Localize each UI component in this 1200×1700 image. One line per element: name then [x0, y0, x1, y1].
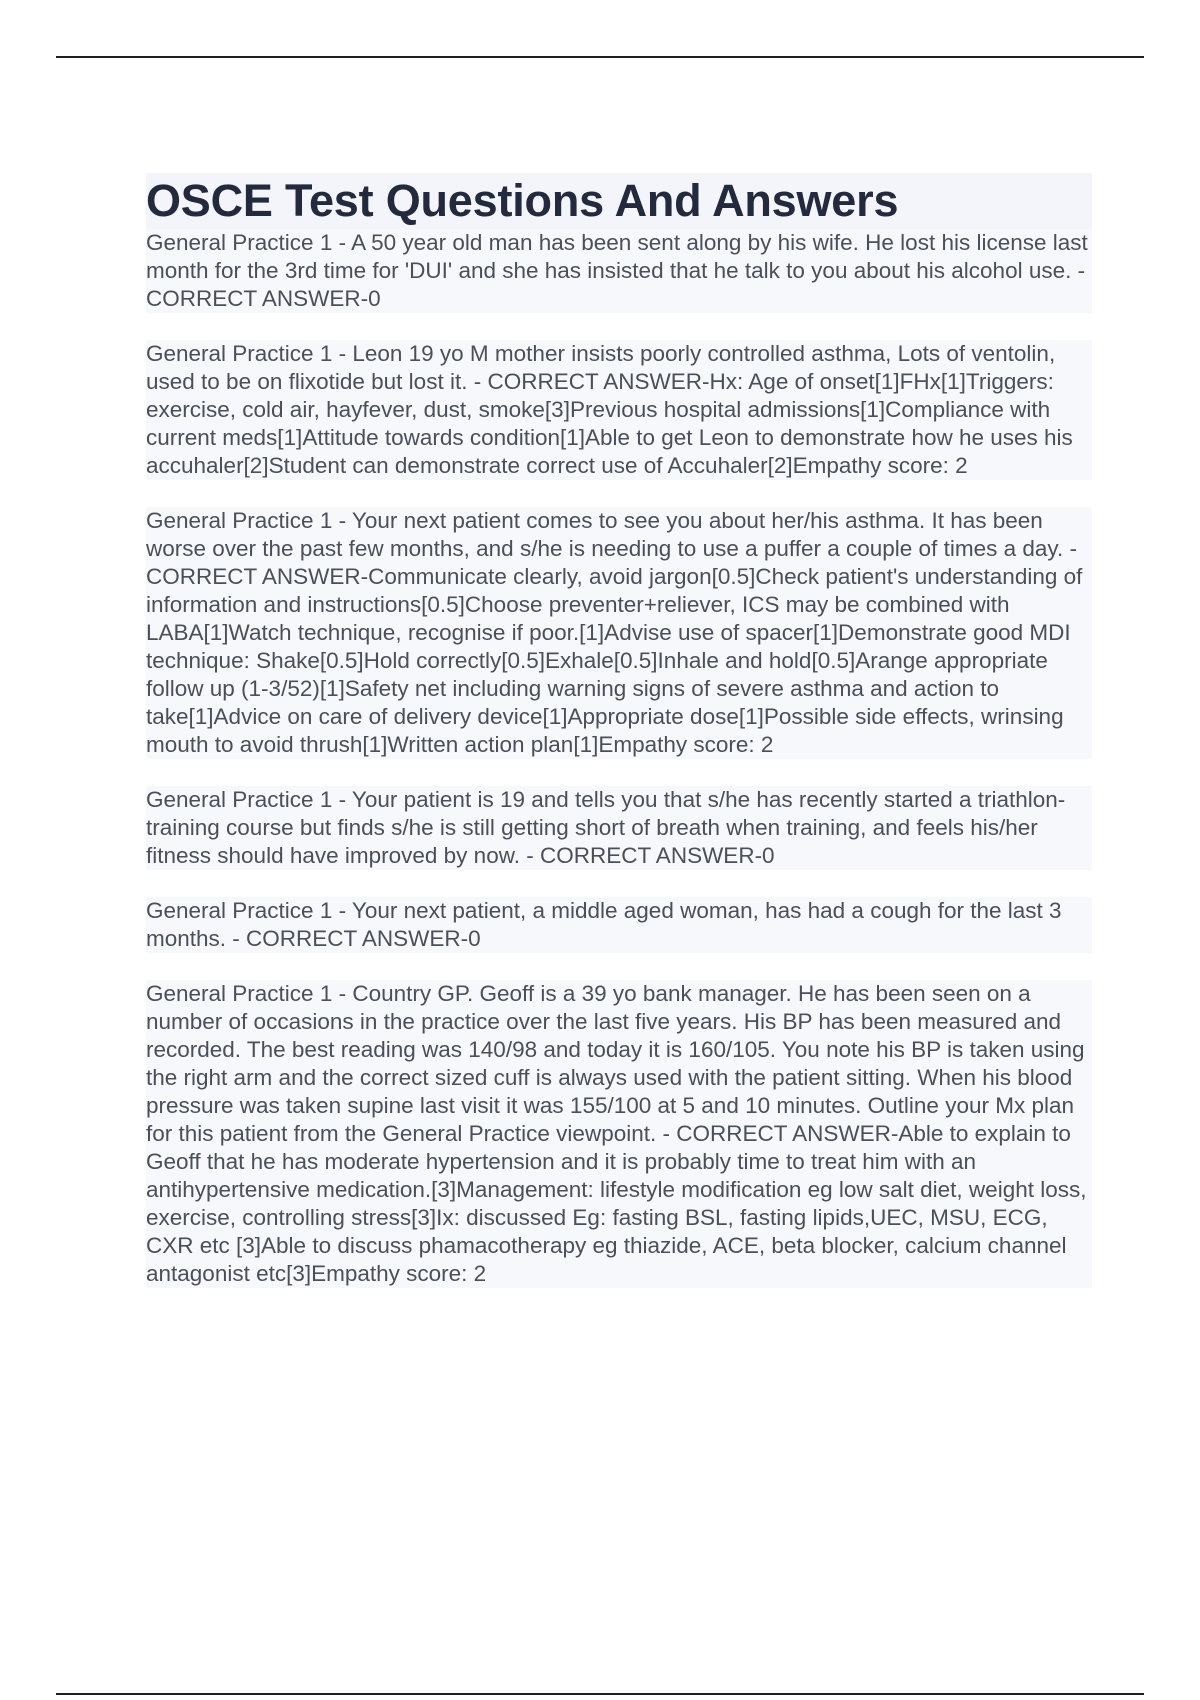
- bottom-rule: [56, 1693, 1144, 1695]
- qa-entry-3: General Practice 1 - Your next patient comes to see you about her/his asthma. It has been worse over the past few months, and s/he is needing to use a puffer a couple of times a day. - CORRECT ANSWER-Communicate clearly, avoid jargon[0.5]Check patient's understanding of information and instructions[0.5]Choose preventer+reliever, ICS may be combined with LABA[1]Watch technique, recognise if poor.[1]Advise use of spacer[1]Demonstrate good MDI technique: Shake[0.5]Hold correctly[0.5]Exhale[0.5]Inhale and hold[0.5]Arange appropriate follow up (1-3/52)[1]Safety net including warning signs of severe asthma and action to take[1]Advice on care of delivery device[1]Appropriate dose[1]Possible side effects, wrinsing mouth to avoid thrush[1]Written action plan[1]Empathy score: 2: [146, 507, 1092, 759]
- top-rule: [56, 56, 1144, 58]
- qa-entry-6: General Practice 1 - Country GP. Geoff is a 39 yo bank manager. He has been seen on a number of occasions in the practice over the last five years. His BP has been measured and recorded. The best reading was 140/98 and today it is 160/105. You note his BP is taken using the right arm and the correct sized cuff is always used with the patient sitting. When his blood pressure was taken supine last visit it was 155/100 at 5 and 10 minutes. Outline your Mx plan for this patient from the General Practice viewpoint. - CORRECT ANSWER-Able to explain to Geoff that he has moderate hypertension and it is probably time to treat him with an antihypertensive medication.[3]Management: lifestyle modification eg low salt diet, weight loss, exercise, controlling stress[3]Ix: discussed Eg: fasting BSL, fasting lipids,UEC, MSU, ECG, CXR etc [3]Able to discuss phamacotherapy eg thiazide, ACE, beta blocker, calcium channel antagonist etc[3]Empathy score: 2: [146, 980, 1092, 1288]
- qa-entry-2: General Practice 1 - Leon 19 yo M mother insists poorly controlled asthma, Lots of ventolin, used to be on flixotide but lost it. - CORRECT ANSWER-Hx: Age of onset[1]FHx[1]Triggers: exercise, cold air, hayfever, dust, smoke[3]Previous hospital admissions[1]Compliance with current meds[1]Attitude towards condition[1]Able to get Leon to demonstrate how he uses his accuhaler[2]Student can demonstrate correct use of Accuhaler[2]Empathy score: 2: [146, 340, 1092, 480]
- qa-entry-5: General Practice 1 - Your next patient, a middle aged woman, has had a cough for the last 3 months. - CORRECT ANSWER-0: [146, 897, 1092, 953]
- document-title: OSCE Test Questions And Answers: [146, 173, 1092, 229]
- qa-entry-4: General Practice 1 - Your patient is 19 and tells you that s/he has recently started a triathlon-training course but finds s/he is still getting short of breath when training, and feels his/her fitness should have improved by now. - CORRECT ANSWER-0: [146, 786, 1092, 870]
- document-body: [146, 173, 1092, 1315]
- qa-entry-1: General Practice 1 - A 50 year old man has been sent along by his wife. He lost his license last month for the 3rd time for 'DUI' and she has insisted that he talk to you about his alcohol use. - CORRECT ANSWER-0: [146, 229, 1092, 313]
